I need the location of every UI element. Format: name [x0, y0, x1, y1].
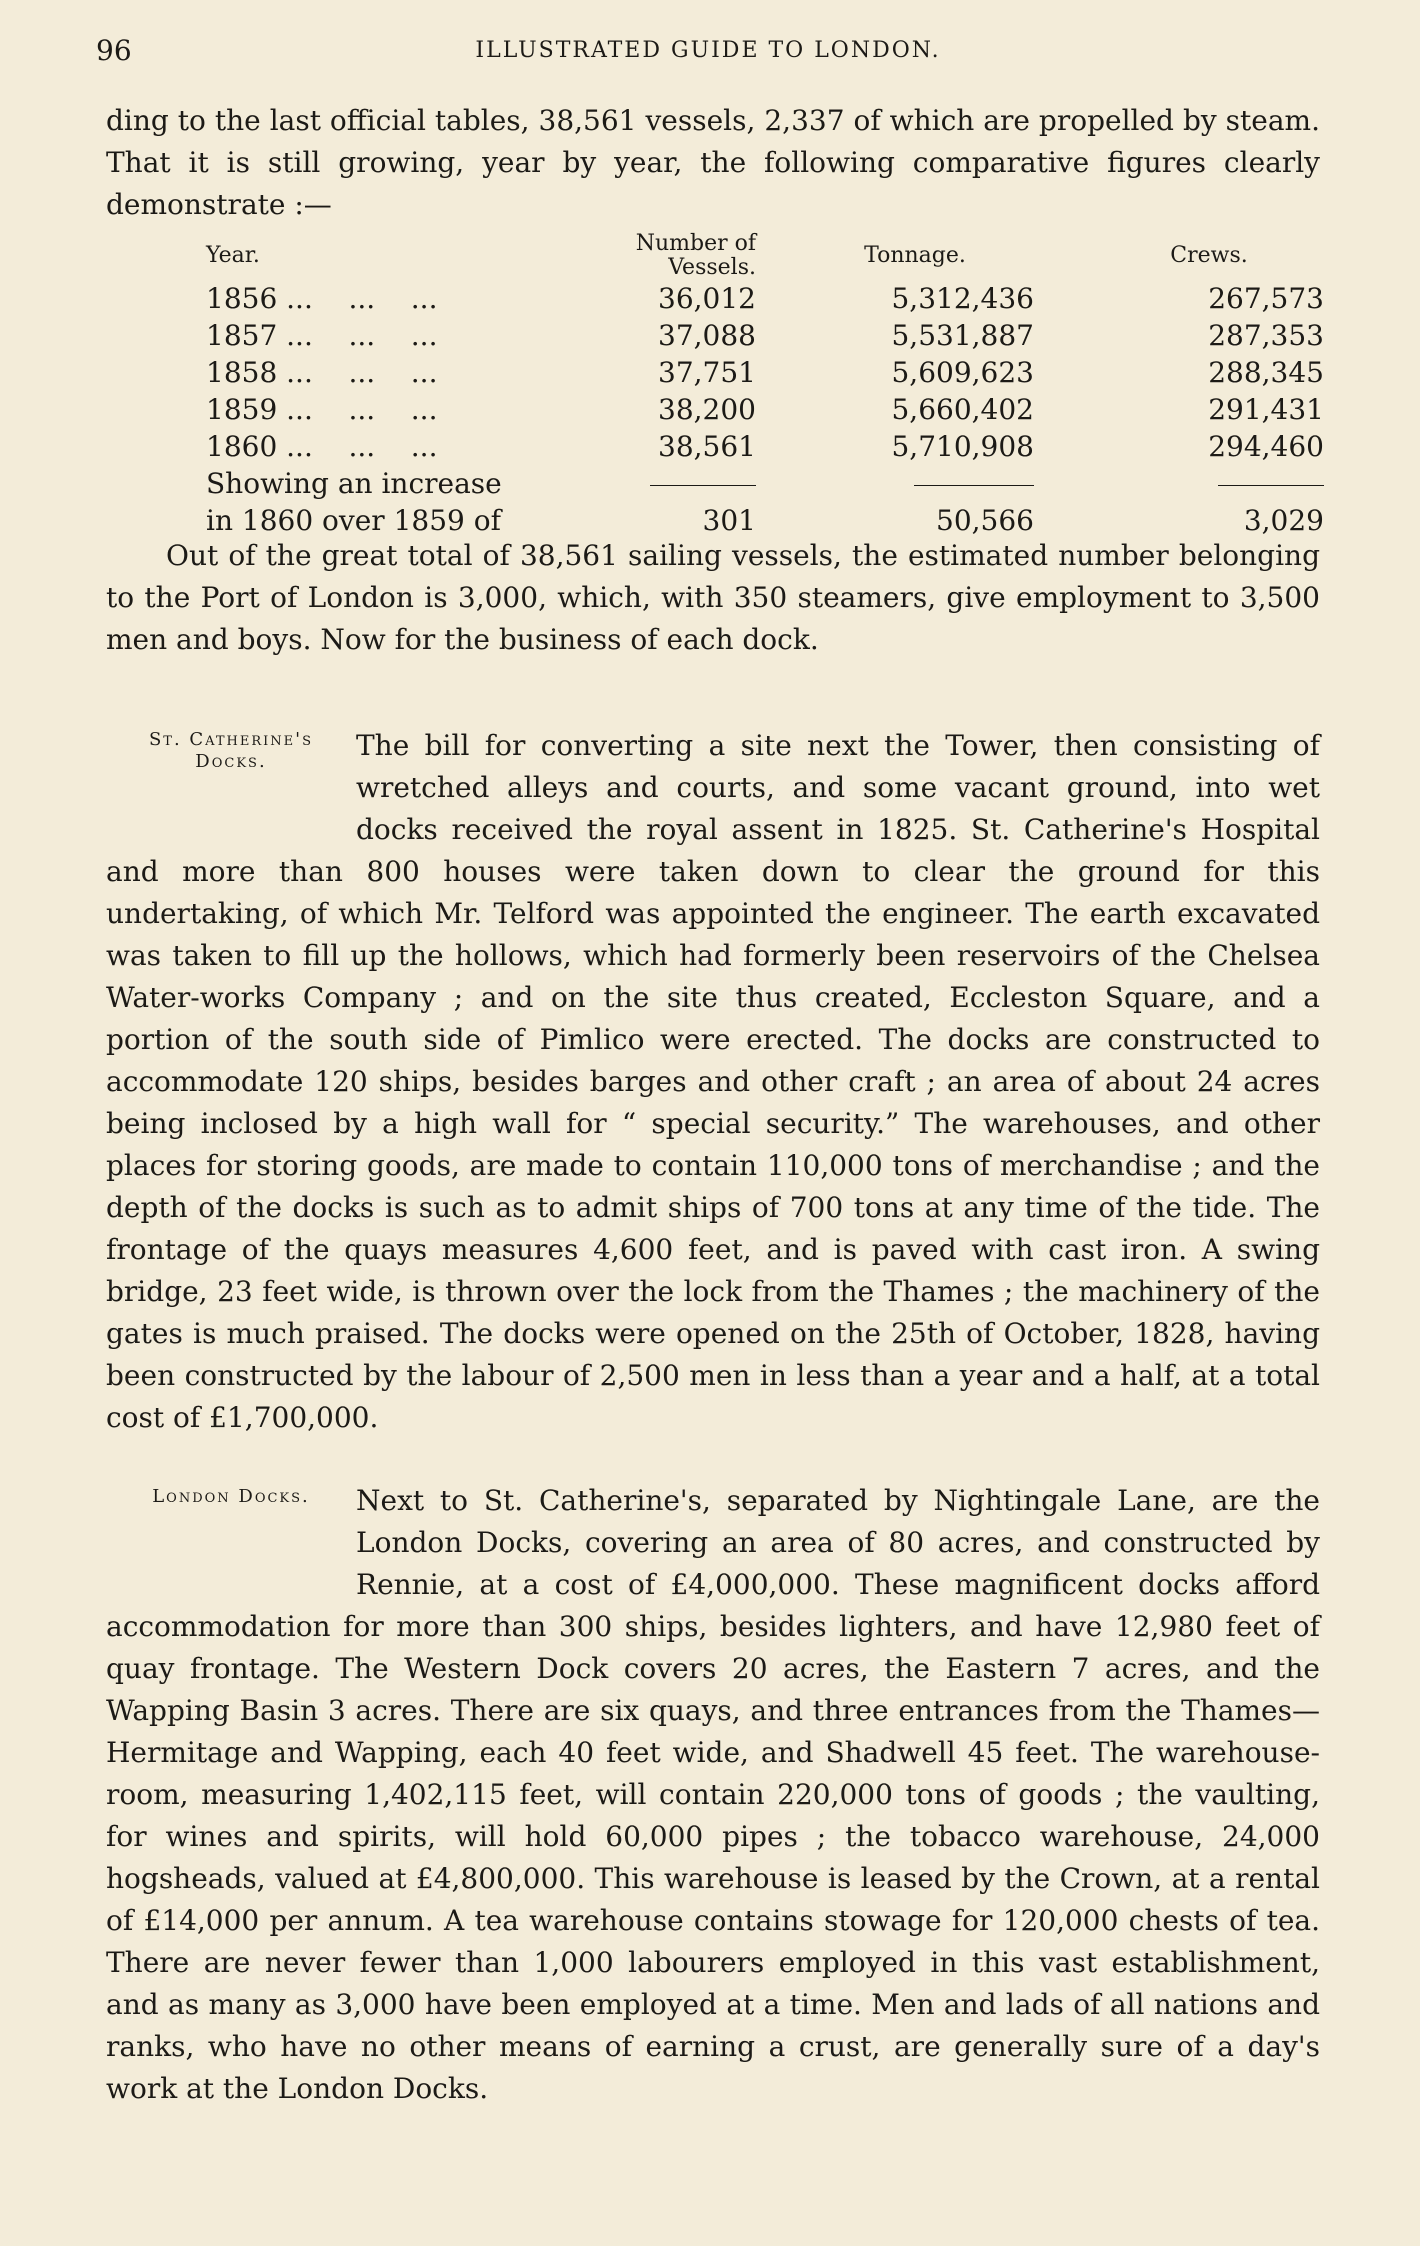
intro-paragraph: ding to the last official tables, 38,561 vessels, 2,337 of which are propelled by steam. That it is still growing, year by year, the following comparative figures clearly demonstrate :— — [106, 104, 1320, 221]
row-tonnage: 5,660,402 — [891, 393, 1034, 426]
summary-row — [206, 502, 1324, 539]
table-row — [206, 280, 1324, 317]
summary-label-line2: in 1860 over 1859 of — [206, 504, 501, 537]
header-crews: Crews. — [1170, 243, 1248, 268]
summary-vessels: 301 — [702, 504, 756, 537]
row-vessels: 38,561 — [658, 430, 756, 463]
running-title: ILLUSTRATED GUIDE TO LONDON. — [475, 38, 941, 63]
london-docks-section — [106, 1480, 1320, 2110]
row-vessels: 37,751 — [658, 356, 756, 389]
row-tonnage: 5,710,908 — [891, 430, 1034, 463]
header-tonnage: Tonnage. — [864, 243, 966, 268]
row-tonnage: 5,312,436 — [891, 282, 1034, 315]
summary-label-line1: Showing an increase — [206, 467, 502, 500]
st-catherines-text: The bill for converting a site next the Tower, then consisting of wretched alleys and courts, and some vacant ground, into wet docks received the royal assent in 1825. St. Catherine's Hospital and more than 800 houses were taken down to clear the ground for this undertaking, of which Mr. Telford was appointed the engineer. The earth excavated was taken to fill up the hollows, which had formerly been reservoirs of the Chelsea Water-works Company ; and on the site thus created, Eccleston Square, and a portion of the south side of Pimlico were erected. The docks are constructed to accommodate 120 ships, besides barges and other craft ; an area of about 24 acres being inclosed by a high wall for “ special security.” The warehouses, and other places for storing goods, are made to contain 110,000 tons of merchandise ; and the depth of the docks is such as to admit ships of 700 tons at any time of the tide. The frontage of the quays measures 4,600 feet, and is paved with cast iron. A swing bridge, 23 feet wide, is thrown over the lock from the Thames ; the machinery of the gates is much praised. The docks were opened on the 25th of October, 1828, having been constructed by the labour of 2,500 men in less than a year and a half, at a total cost of £1,700,000. — [106, 729, 1320, 1434]
summary-rule-row — [206, 465, 1324, 502]
row-crews: 267,573 — [1208, 282, 1324, 315]
header-vessels: Number of Vessels. — [635, 231, 756, 280]
row-year: 1859 ... ... ... — [206, 393, 438, 426]
summary-rule — [1034, 465, 1324, 502]
table-row — [206, 317, 1324, 354]
table-row — [206, 391, 1324, 428]
row-crews: 294,460 — [1208, 430, 1324, 463]
table-row — [206, 428, 1324, 465]
row-crews: 291,431 — [1208, 393, 1324, 426]
sidenote-line: Docks. — [195, 751, 267, 772]
summary-tonnage: 50,566 — [936, 504, 1034, 537]
summary-crews: 3,029 — [1243, 504, 1324, 537]
row-vessels: 37,088 — [658, 319, 756, 352]
summary-rule — [756, 465, 1034, 502]
table-row — [206, 354, 1324, 391]
row-vessels: 38,200 — [658, 393, 756, 426]
row-year: 1860 ... ... ... — [206, 430, 438, 463]
row-tonnage: 5,531,887 — [891, 319, 1034, 352]
vessel-statistics-table — [206, 232, 1324, 539]
st-catherines-section — [106, 725, 1320, 1439]
row-crews: 288,345 — [1208, 356, 1324, 389]
row-crews: 287,353 — [1208, 319, 1324, 352]
row-vessels: 36,012 — [658, 282, 756, 315]
st-catherines-sidenote — [106, 729, 356, 813]
page-number: 96 — [96, 34, 132, 67]
row-tonnage: 5,609,623 — [891, 356, 1034, 389]
row-year: 1858 ... ... ... — [206, 356, 438, 389]
row-year: 1856 ... ... ... — [206, 282, 438, 315]
summary-rule — [586, 465, 756, 502]
page-header — [96, 34, 1320, 74]
row-year: 1857 ... ... ... — [206, 319, 438, 352]
sidenote-line: St. Catherine's — [148, 729, 314, 750]
london-docks-sidenote: London Docks. — [152, 1486, 310, 1507]
table-header-row — [206, 232, 1324, 280]
total-paragraph: Out of the great total of 38,561 sailing vessels, the estimated number belonging to the Port of London is 3,000, which, with 350 steamers, give employment to 3,500 men and boys. Now for the business of each dock. — [106, 539, 1320, 656]
header-year: Year. — [206, 243, 260, 268]
london-docks-text: Next to St. Catherine's, separated by Nightingale Lane, are the London Docks, covering an area of 80 acres, and constructed by Rennie, at a cost of £4,000,000. These magnificent docks afford accommodation for more than 300 ships, besides lighters, and have 12,980 feet of quay frontage. The Western Dock covers 20 acres, the Eastern 7 acres, and the Wapping Basin 3 acres. There are six quays, and three entrances from the Thames—Hermitage and Wapping, each 40 feet wide, and Shadwell 45 feet. The warehouse-room, measuring 1,402,115 feet, will contain 220,000 tons of goods ; the vaulting, for wines and spirits, will hold 60,000 pipes ; the tobacco warehouse, 24,000 hogsheads, valued at £4,800,000. This warehouse is leased by the Crown, at a rental of £14,000 per annum. A tea warehouse contains stowage for 120,000 chests of tea. There are never fewer than 1,000 labourers employed in this vast establishment, and as many as 3,000 have been employed at a time. Men and lads of all nations and ranks, who have no other means of earning a crust, are generally sure of a day's work at the London Docks. — [106, 1484, 1320, 2105]
